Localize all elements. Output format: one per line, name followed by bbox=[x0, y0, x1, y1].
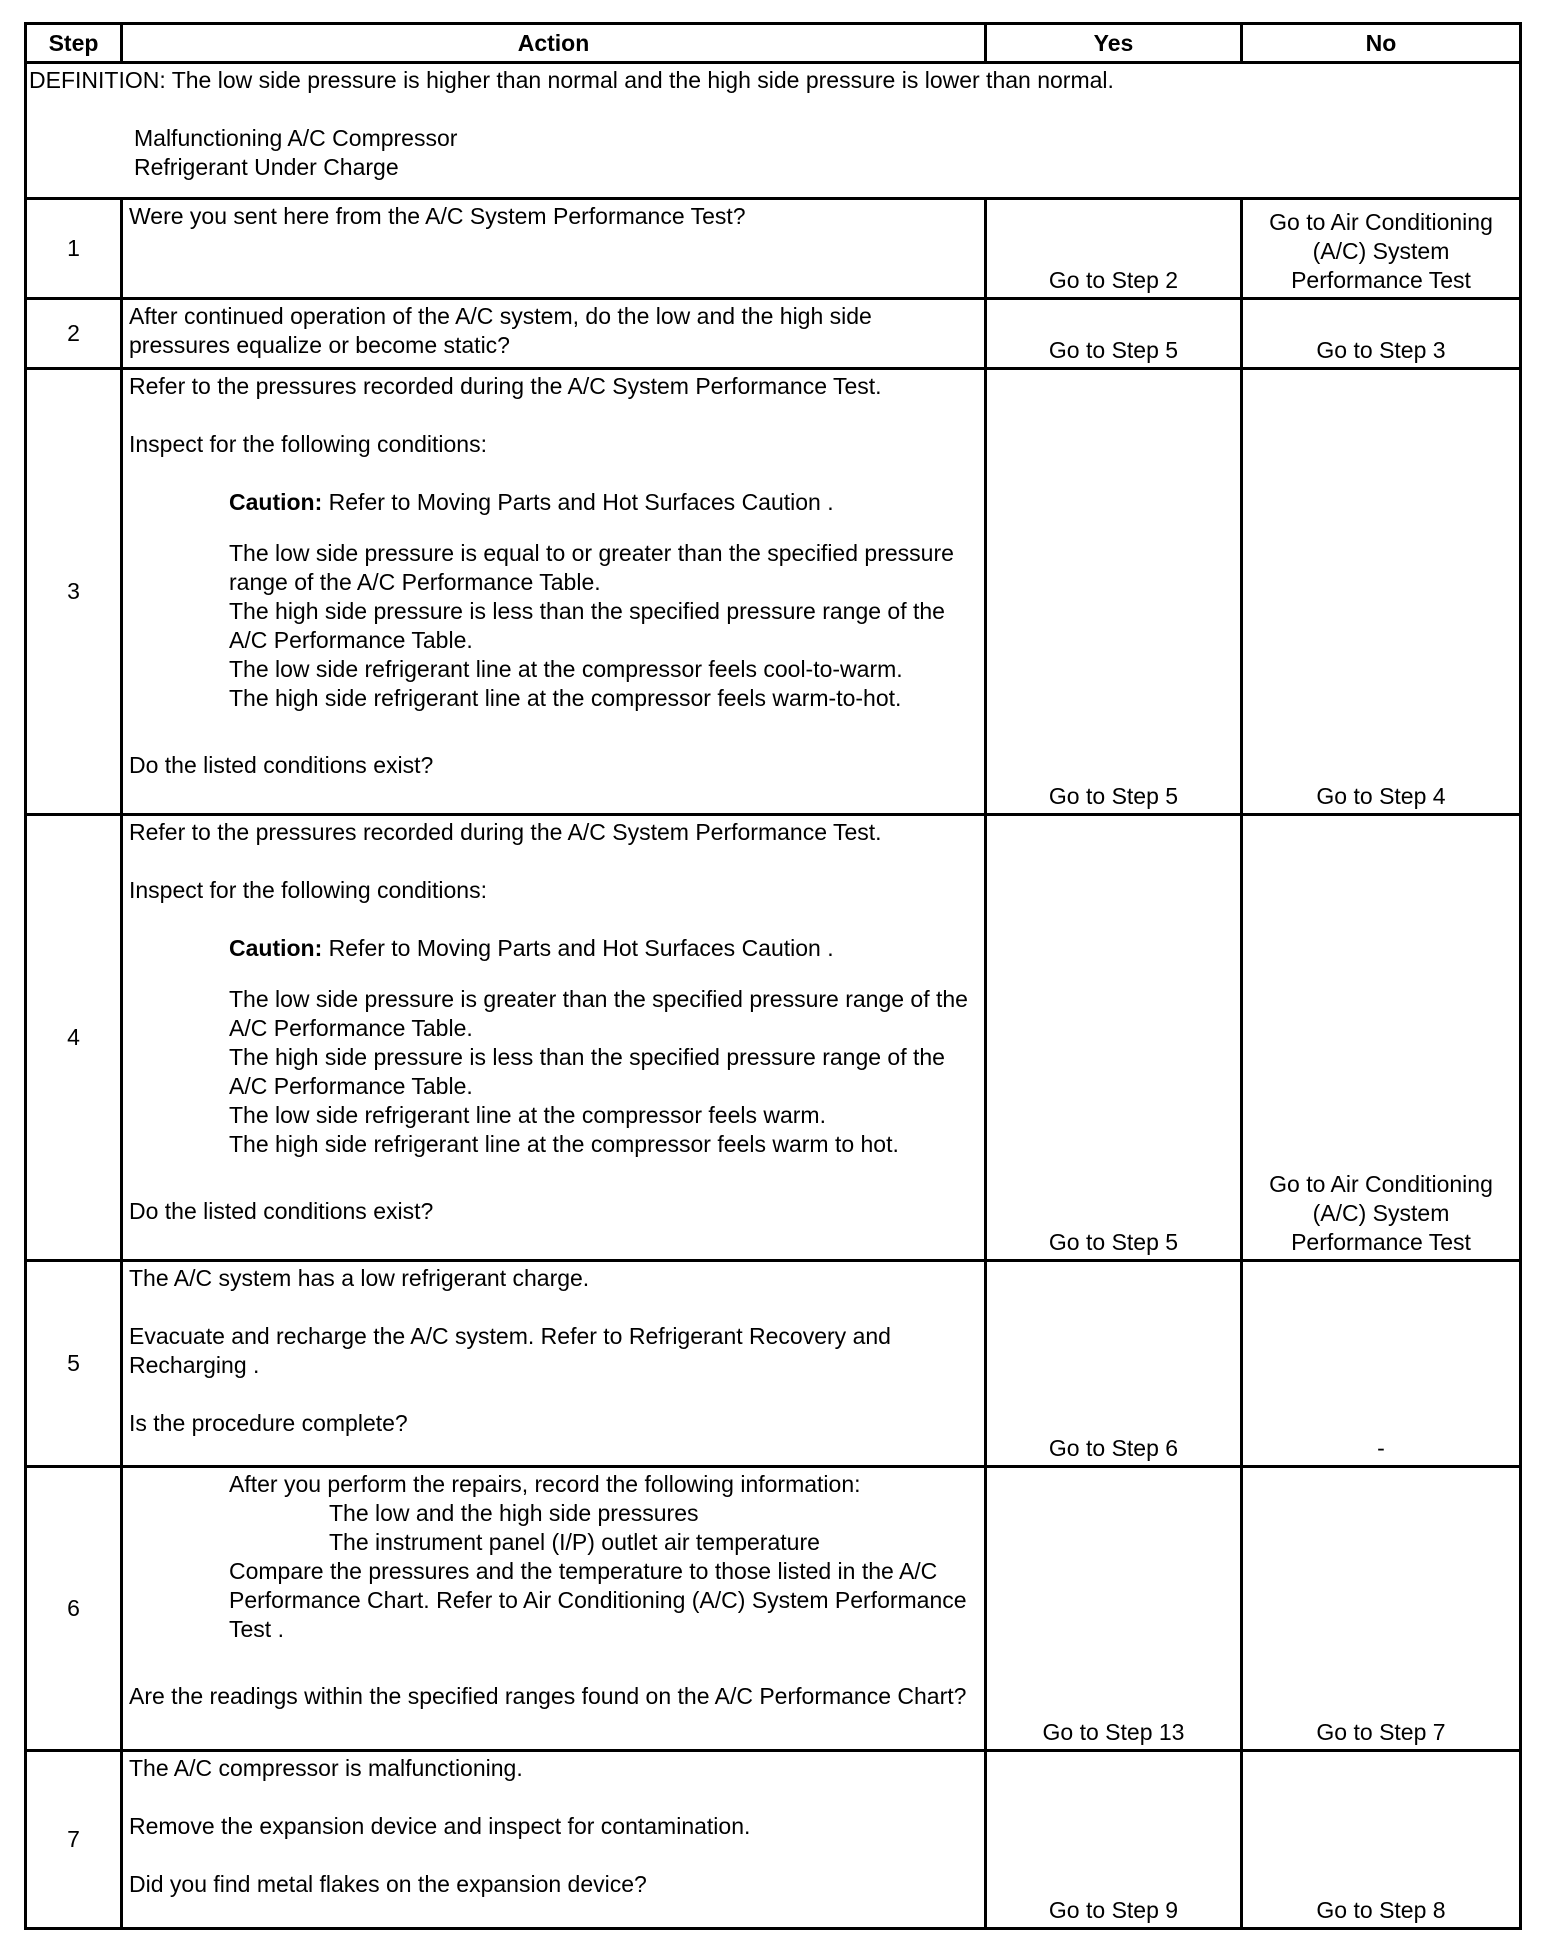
question-text: Are the readings within the specified ranges found on the A/C Performance Chart? bbox=[129, 1683, 967, 1709]
no-result: Go to Step 7 bbox=[1242, 1467, 1521, 1751]
intro-text: Refer to the pressures recorded during the A/C System Performance Test. bbox=[129, 373, 882, 399]
yes-result: Go to Step 5 bbox=[986, 815, 1242, 1261]
condition-item: The high side refrigerant line at the compressor feels warm to hot. bbox=[229, 1131, 899, 1157]
caution-text: Refer to Moving Parts and Hot Surfaces Caution . bbox=[322, 489, 834, 515]
step-number: 5 bbox=[26, 1261, 122, 1467]
header-no: No bbox=[1242, 24, 1521, 63]
action-text: Were you sent here from the A/C System Performance Test? bbox=[129, 203, 746, 229]
no-result: Go to Step 8 bbox=[1242, 1751, 1521, 1929]
step-row-5 bbox=[26, 1261, 1521, 1467]
inspect-text: Inspect for the following conditions: bbox=[129, 431, 487, 457]
step-action bbox=[122, 1751, 986, 1929]
question-text: Is the procedure complete? bbox=[129, 1410, 408, 1436]
compare-text: Compare the pressures and the temperature to those listed in the A/C Performance Chart. Refer to Air Conditioning (A/C) System Performance Test . bbox=[229, 1558, 973, 1642]
step-number: 6 bbox=[26, 1467, 122, 1751]
step-action bbox=[122, 369, 986, 815]
caution-label: Caution: bbox=[229, 489, 323, 515]
step-row-2 bbox=[26, 299, 1521, 369]
step-number: 4 bbox=[26, 815, 122, 1261]
condition-item: The low side refrigerant line at the compressor feels cool-to-warm. bbox=[229, 656, 903, 682]
caution-text: Refer to Moving Parts and Hot Surfaces Caution . bbox=[322, 935, 834, 961]
condition-item: The low side pressure is greater than the specified pressure range of the A/C Performance Table. bbox=[229, 986, 974, 1041]
definition-cell bbox=[26, 63, 1521, 199]
question-text: Did you find metal flakes on the expansion device? bbox=[129, 1871, 647, 1897]
inspect-text: Inspect for the following conditions: bbox=[129, 877, 487, 903]
record-text: After you perform the repairs, record the following information: bbox=[229, 1471, 861, 1497]
yes-result: Go to Step 5 bbox=[986, 299, 1242, 369]
condition-item: The low side pressure is equal to or greater than the specified pressure range of the A/C Performance Table. bbox=[229, 540, 961, 595]
caution-note bbox=[129, 488, 978, 517]
body-text: Remove the expansion device and inspect for contamination. bbox=[129, 1813, 751, 1839]
record-item: The instrument panel (I/P) outlet air temperature bbox=[329, 1529, 820, 1555]
yes-result: Go to Step 9 bbox=[986, 1751, 1242, 1929]
no-result: Go to Air Conditioning (A/C) System Performance Test bbox=[1242, 199, 1521, 299]
condition-item: The high side refrigerant line at the compressor feels warm-to-hot. bbox=[229, 685, 902, 711]
step-number: 3 bbox=[26, 369, 122, 815]
intro-text: Refer to the pressures recorded during the A/C System Performance Test. bbox=[129, 819, 882, 845]
step-action bbox=[122, 815, 986, 1261]
yes-result: Go to Step 5 bbox=[986, 369, 1242, 815]
yes-result: Go to Step 2 bbox=[986, 199, 1242, 299]
cause-item: Refrigerant Under Charge bbox=[134, 154, 399, 180]
condition-item: The high side pressure is less than the specified pressure range of the A/C Performance Table. bbox=[229, 598, 951, 653]
yes-result: Go to Step 6 bbox=[986, 1261, 1242, 1467]
no-result: Go to Air Conditioning (A/C) System Performance Test bbox=[1242, 815, 1521, 1261]
step-row-3 bbox=[26, 369, 1521, 815]
step-row-4 bbox=[26, 815, 1521, 1261]
step-number: 2 bbox=[26, 299, 122, 369]
intro-text: The A/C system has a low refrigerant charge. bbox=[129, 1265, 590, 1291]
step-number: 7 bbox=[26, 1751, 122, 1929]
header-row bbox=[26, 24, 1521, 63]
question-text: Do the listed conditions exist? bbox=[129, 1198, 434, 1224]
caution-label: Caution: bbox=[229, 935, 323, 961]
step-row-1 bbox=[26, 199, 1521, 299]
step-action bbox=[122, 1261, 986, 1467]
step-row-6 bbox=[26, 1467, 1521, 1751]
no-result: - bbox=[1242, 1261, 1521, 1467]
record-item: The low and the high side pressures bbox=[329, 1500, 699, 1526]
action-text: After continued operation of the A/C system, do the low and the high side pressures equalize or become static? bbox=[129, 303, 879, 358]
condition-item: The high side pressure is less than the specified pressure range of the A/C Performance Table. bbox=[229, 1044, 951, 1099]
diagnostic-table-document bbox=[24, 22, 1519, 1922]
header-yes: Yes bbox=[986, 24, 1242, 63]
header-action: Action bbox=[122, 24, 986, 63]
definition-row bbox=[26, 63, 1521, 199]
no-result: Go to Step 4 bbox=[1242, 369, 1521, 815]
question-text: Do the listed conditions exist? bbox=[129, 752, 434, 778]
intro-text: The A/C compressor is malfunctioning. bbox=[129, 1755, 523, 1781]
step-action bbox=[122, 1467, 986, 1751]
caution-note bbox=[129, 934, 978, 963]
cause-item: Malfunctioning A/C Compressor bbox=[134, 125, 458, 151]
diagnostic-table bbox=[24, 22, 1522, 1930]
definition-text: DEFINITION: The low side pressure is higher than normal and the high side pressure is lower than normal. bbox=[29, 67, 1114, 93]
step-number: 1 bbox=[26, 199, 122, 299]
header-step: Step bbox=[26, 24, 122, 63]
yes-result: Go to Step 13 bbox=[986, 1467, 1242, 1751]
condition-item: The low side refrigerant line at the compressor feels warm. bbox=[229, 1102, 826, 1128]
step-action bbox=[122, 199, 986, 299]
step-action bbox=[122, 299, 986, 369]
body-text: Evacuate and recharge the A/C system. Refer to Refrigerant Recovery and Recharging . bbox=[129, 1323, 898, 1378]
no-result: Go to Step 3 bbox=[1242, 299, 1521, 369]
step-row-7 bbox=[26, 1751, 1521, 1929]
